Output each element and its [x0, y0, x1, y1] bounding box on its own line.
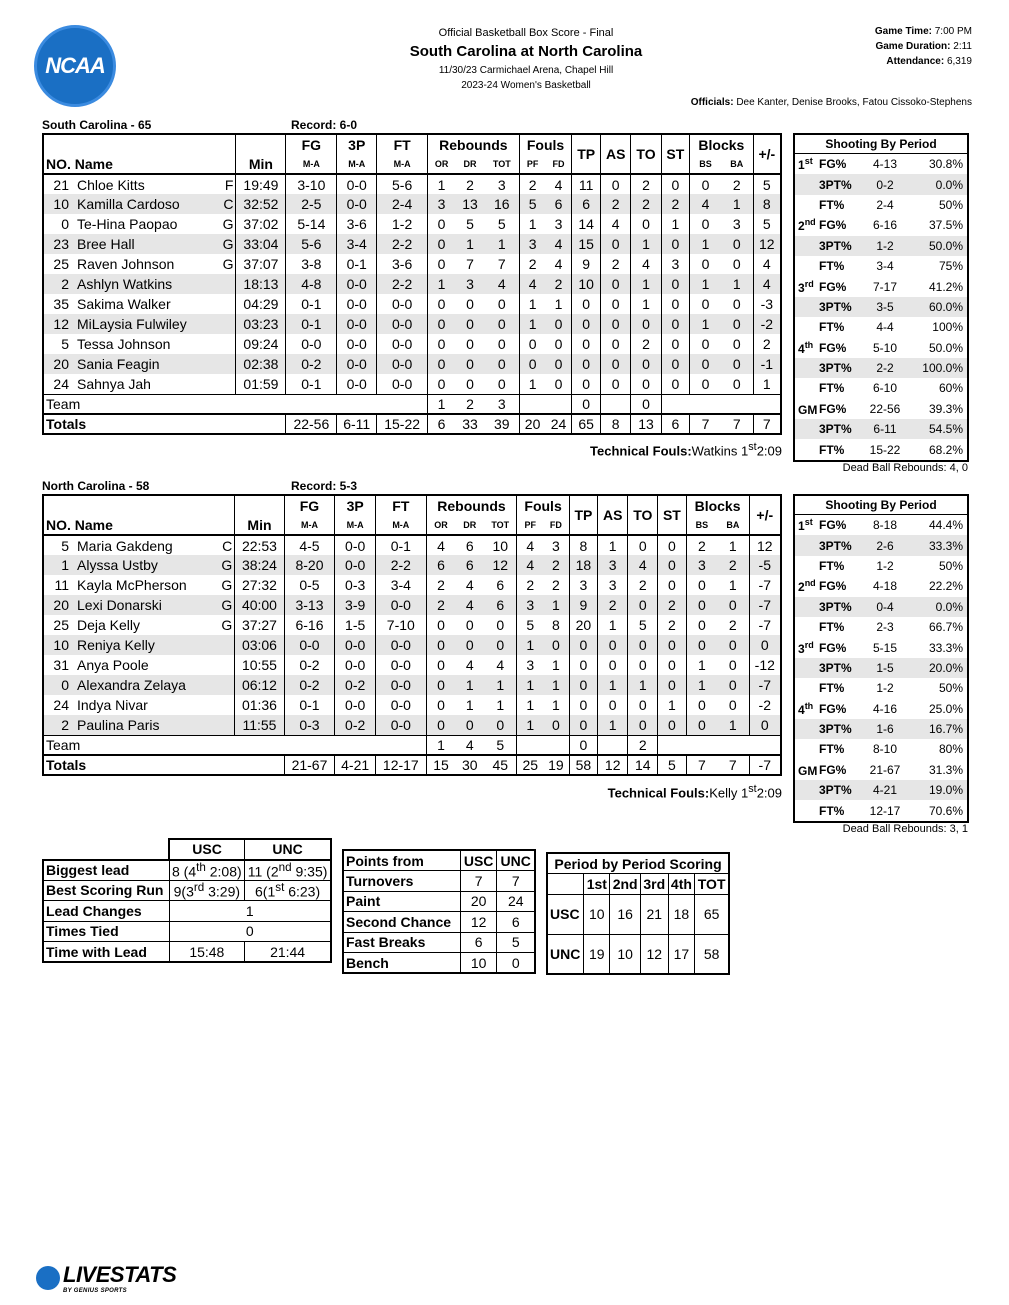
- dead-ball-rebounds: Dead Ball Rebounds: 3, 1: [842, 823, 968, 835]
- points-from-row: Second Chance 12 6: [343, 912, 535, 933]
- player-row: 24 Sahnya Jah 01:59 0-1 0-0 0-0 0 0 0 1 0 0 0 0 0 0 0 1: [43, 374, 781, 394]
- player-row: 20 Lexi Donarski G 40:00 3-13 3-9 0-0 2 4 6 3 1 9 2 0 2 0 0 -7: [43, 595, 781, 615]
- shooting-row: 3PT% 4-21 19.0%: [795, 780, 967, 800]
- shooting-row: FT% 4-4 100%: [819, 320, 963, 335]
- player-row: 20 Sania Feagin 02:38 0-2 0-0 0-0 0 0 0 0 0 0 0 0 0 0 0 -1: [43, 354, 781, 374]
- livestats-logo: LIVESTATS BY GENIUS SPORTS: [36, 1262, 176, 1294]
- player-row: 12 MiLaysia Fulwiley 03:23 0-1 0-0 0-0 0 0 0 1 0 0 0 0 0 1 0 -2: [43, 314, 781, 334]
- ncaa-small-icon: [36, 1266, 60, 1290]
- period-scoring-table: Period by Period Scoring 1st 2nd 3rd 4th TOT USC 10 16 21 18 65 UNC 19 10 12 17 58: [546, 852, 730, 975]
- team-record: Record: 6-0: [291, 118, 358, 132]
- shooting-row: GM FG% 21-67 31.3%: [798, 762, 963, 778]
- technical-fouls: Technical Fouls:Kelly 1st2:09: [607, 783, 782, 801]
- game-flow-table: USC UNC Biggest lead 8 (4th 2:08) 11 (2nd 9:35) Best Scoring Run 9(3rd 3:29) 6(1st 6:23) Lead Changes 1 Times Tied 0 Time with Lead 15:48 21:44: [42, 838, 332, 963]
- ncaa-logo: NCAA: [34, 25, 116, 107]
- player-row: 25 Raven Johnson G 37:07 3-8 0-1 3-6 0 7 7 2 4 9 2 4 3 0 0 4: [53, 256, 771, 272]
- player-row: 24 Indya Nivar 01:36 0-1 0-0 0-0 0 1 1 1 1 0 0 0 1 0 0 -2: [53, 697, 771, 713]
- shooting-row: 4th FG% 5-10 50.0%: [798, 339, 963, 356]
- dead-ball-rebounds: Dead Ball Rebounds: 4, 0: [842, 462, 968, 474]
- player-row: 0 Te-Hina Paopao G 37:02 5-14 3-6 1-2 0 5 5 1 3 14 4 0 1 0 3 5: [61, 216, 771, 232]
- player-row: 1 Alyssa Ustby G 38:24 8-20 0-0 2-2 6 6 12 4 2 18 3 4 0 3 2 -5: [43, 555, 781, 575]
- team-title: South Carolina - 65: [42, 118, 152, 132]
- shooting-row: FT% 2-3 66.7%: [819, 620, 963, 635]
- box-score-table: FG 3P FT Rebounds Fouls TP AS TO ST Blocks +/- NO. Name Min M-A M-A M-A OR DR TOT PF FD BS BA 21 Chloe Kitts F 19:49 3-10 0-0 5-6 1 2 3 2 4 11 0 2 0 0 2 5 10 Kamilla Cardoso C 32:52 2-5 0-0 2-4 3 13 16 5 6 6 2 2 2 4 1 8 0 Te-Hina Paopao G 37:02 5-14 3-6 1-2 0 5 5 1 3 14 4 0 1 0 3 5 23 Bree Hall G 33:04 5-6 3-4 2-2 0 1 1 3 4 15 0 1 0 1 0 12 25 Raven Johnson G 37:07 3-8 0-1 3-6 0 7 7 2 4 9 2 4 3 0 0 4 2 Ashlyn Watkins 18:13 4-8 0-0 2-2 1 3 4 4 2 10 0 1 0 1 1 4 35 Sakima Walker 04:29 0-1 0-0 0-0 0 0 0 1 1 0 0 1 0 0 0 -3 12 MiLaysia Fulwiley 03:23 0-1 0-0 0-0 0 0 0 1 0 0 0 0 0 1 0 -2 5 Tessa Johnson 09:24 0-0 0-0 0-0 0 0 0 0 0 0 0 2 0 0 0 2 20 Sania Feagin 02:38 0-2 0-0 0-0 0 0 0 0 0 0 0 0 0 0 0 -1 24 Sahnya Jah 01:59 0-1 0-0 0-0 0 0 0 1 0 0 0 0 0 0 0 1 Team 1 2 3 0 0 Totals 22-56 6-11 15-22 6 33 39 20 24 65 8 13 6 7 7 7: [42, 133, 782, 435]
- player-row: 11 Kayla McPherson G 27:32 0-5 0-3 3-4 2 4 6 2 2 3 3 2 0 0 1 -7: [54, 577, 771, 593]
- season-label: 2023-24 Women's Basketball: [461, 80, 591, 91]
- shooting-row: FT% 1-2 50%: [819, 558, 963, 573]
- shooting-by-period: Shooting By Period 1st FG% 4-13 30.8% 3PT% 0-2 0.0% FT% 2-4 50% 2nd FG% 6-16 37.5% 3PT% 1-2 50.0% FT% 3-4 75% 3rd FG% 7-17 41.2% 3PT% 3-5 60.0% FT% 4-4 100% 4th FG% 5-10 50.0% 3PT% 2-2 100.0% FT% 6-10 60% GM FG% 22-56 39.3% 3PT% 6-11 54.5% FT% 15-22 68.2%: [793, 133, 969, 462]
- player-row: 5 Maria Gakdeng C 22:53 4-5 0-0 0-1 4 6 10 4 3 8 1 0 0 2 1 12: [43, 535, 781, 555]
- player-row: 2 Paulina Paris 11:55 0-3 0-2 0-0 0 0 0 1 0 0 1 0 0 0 1 0: [43, 715, 781, 735]
- points-from-table: Points from USC UNC Turnovers 7 7 Paint 20 24 Second Chance 12 6 Fast Breaks 6 5 Bench 10 0: [342, 849, 536, 974]
- player-row: 35 Sakima Walker 04:29 0-1 0-0 0-0 0 0 0 1 1 0 0 1 0 0 0 -3: [53, 296, 774, 312]
- officials: Officials: Dee Kanter, Denise Brooks, Fatou Cissoko-Stephens: [690, 97, 972, 108]
- team-row: Team 1 2 3 0 0: [43, 394, 781, 414]
- shooting-row: FT% 3-4 75%: [819, 259, 963, 274]
- game-date-venue: 11/30/23 Carmichael Arena, Chapel Hill: [438, 65, 614, 76]
- shooting-row: 3rd FG% 5-15 33.3%: [798, 639, 963, 656]
- shooting-row: FT% 8-10 80%: [819, 742, 963, 757]
- shooting-row: 3rd FG% 7-17 41.2%: [798, 278, 963, 295]
- shooting-row: 3PT% 2-6 33.3%: [795, 535, 967, 555]
- shooting-row: 1st FG% 8-18 44.4%: [798, 517, 963, 534]
- shooting-row: 3PT% 3-5 60.0%: [795, 297, 967, 317]
- points-from-row: Turnovers 7 7: [343, 871, 535, 892]
- shooting-row: FT% 15-22 68.2%: [819, 442, 963, 457]
- shooting-row: 3PT% 1-5 20.0%: [795, 658, 967, 678]
- player-row: 21 Chloe Kitts F 19:49 3-10 0-0 5-6 1 2 3 2 4 11 0 2 0 0 2 5: [43, 174, 781, 194]
- period-score-row: UNC 19 10 12 17 58: [547, 934, 729, 974]
- team-title: North Carolina - 58: [42, 479, 150, 493]
- shooting-row: FT% 12-17 70.6%: [819, 803, 963, 818]
- game-info: Game Time: 7:00 PM Game Duration: 2:11 Attendance: 6,319: [874, 26, 972, 67]
- shooting-row: 1st FG% 4-13 30.8%: [798, 156, 963, 173]
- shooting-row: 3PT% 1-2 50.0%: [795, 236, 967, 256]
- shooting-row: 3PT% 6-11 54.5%: [795, 419, 967, 439]
- shooting-row: 2nd FG% 6-16 37.5%: [798, 217, 963, 234]
- player-row: 5 Tessa Johnson 09:24 0-0 0-0 0-0 0 0 0 0 0 0 0 2 0 0 0 2: [61, 336, 771, 352]
- shooting-row: 3PT% 0-4 0.0%: [795, 597, 967, 617]
- period-score-row: USC 10 16 21 18 65: [547, 894, 729, 934]
- points-from-row: Bench 10 0: [343, 953, 535, 974]
- shooting-row: 4th FG% 4-16 25.0%: [798, 700, 963, 717]
- shooting-row: GM FG% 22-56 39.3%: [798, 401, 963, 417]
- shooting-row: FT% 1-2 50%: [819, 681, 963, 696]
- player-row: 31 Anya Poole 10:55 0-2 0-0 0-0 0 4 4 3 1 0 0 0 0 1 0 -12: [53, 657, 775, 673]
- team-row: Team 1 4 5 0 2: [43, 735, 781, 755]
- game-title: South Carolina at North Carolina: [409, 43, 643, 60]
- shooting-by-period: Shooting By Period 1st FG% 8-18 44.4% 3PT% 2-6 33.3% FT% 1-2 50% 2nd FG% 4-18 22.2% 3PT% 0-4 0.0% FT% 2-3 66.7% 3rd FG% 5-15 33.3% 3PT% 1-5 20.0% FT% 1-2 50% 4th FG% 4-16 25.0% 3PT% 1-6 16.7% FT% 8-10 80% GM FG% 21-67 31.3% 3PT% 4-21 19.0% FT% 12-17 70.6%: [793, 494, 969, 823]
- shooting-row: 3PT% 0-2 0.0%: [795, 174, 967, 194]
- totals-row: Totals 22-56 6-11 15-22 6 33 39 20 24 65 8 13 6 7 7 7: [43, 414, 781, 434]
- player-row: 10 Reniya Kelly 03:06 0-0 0-0 0-0 0 0 0 1 0 0 0 0 0 0 0 0: [43, 635, 781, 655]
- player-row: 25 Deja Kelly G 37:27 6-16 1-5 7-10 0 0 0 5 8 20 1 5 2 0 2 -7: [53, 617, 771, 633]
- shooting-row: FT% 6-10 60%: [819, 381, 963, 396]
- technical-fouls: Technical Fouls:Watkins 1st2:09: [590, 441, 782, 459]
- shooting-row: 3PT% 1-6 16.7%: [795, 719, 967, 739]
- shooting-row: FT% 2-4 50%: [819, 197, 963, 212]
- points-from-row: Fast Breaks 6 5: [343, 932, 535, 953]
- team-record: Record: 5-3: [291, 479, 358, 493]
- player-row: 10 Kamilla Cardoso C 32:52 2-5 0-0 2-4 3 13 16 5 6 6 2 2 2 4 1 8: [43, 194, 781, 214]
- shooting-row: 3PT% 2-2 100.0%: [795, 358, 967, 378]
- box-score-subtitle: Official Basketball Box Score - Final: [438, 27, 614, 39]
- player-row: 0 Alexandra Zelaya 06:12 0-2 0-2 0-0 0 1 1 1 1 0 1 1 0 1 0 -7: [43, 675, 781, 695]
- shooting-row: 2nd FG% 4-18 22.2%: [798, 578, 963, 595]
- player-row: 23 Bree Hall G 33:04 5-6 3-4 2-2 0 1 1 3 4 15 0 1 0 1 0 12: [43, 234, 781, 254]
- totals-row: Totals 21-67 4-21 12-17 15 30 45 25 19 58 12 14 5 7 7 -7: [43, 755, 781, 775]
- box-score-table: FG 3P FT Rebounds Fouls TP AS TO ST Blocks +/- NO. Name Min M-A M-A M-A OR DR TOT PF FD BS BA 5 Maria Gakdeng C 22:53 4-5 0-0 0-1 4 6 10 4 3 8 1 0 0 2 1 12 1 Alyssa Ustby G 38:24 8-20 0-0 2-2 6 6 12 4 2 18 3 4 0 3 2 -5 11 Kayla McPherson G 27:32 0-5 0-3 3-4 2 4 6 2 2 3 3 2 0 0 1 -7 20 Lexi Donarski G 40:00 3-13 3-9 0-0 2 4 6 3 1 9 2 0 2 0 0 -7 25 Deja Kelly G 37:27 6-16 1-5 7-10 0 0 0 5 8 20 1 5 2 0 2 -7 10 Reniya Kelly 03:06 0-0 0-0 0-0 0 0 0 1 0 0 0 0 0 0 0 0 31 Anya Poole 10:55 0-2 0-0 0-0 0 4 4 3 1 0 0 0 0 1 0 -12 0 Alexandra Zelaya 06:12 0-2 0-2 0-0 0 1 1 1 1 0 1 1 0 1 0 -7 24 Indya Nivar 01:36 0-1 0-0 0-0 0 1 1 1 1 0 0 0 1 0 0 -2 2 Paulina Paris 11:55 0-3 0-2 0-0 0 0 0 1 0 0 1 0 0 0 1 0 Team 1 4 5 0 2 Totals 21-67 4-21 12-17 15 30 45 25 19 58 12 14 5 7 7 -7: [42, 494, 782, 776]
- points-from-row: Paint 20 24: [343, 891, 535, 912]
- player-row: 2 Ashlyn Watkins 18:13 4-8 0-0 2-2 1 3 4 4 2 10 0 1 0 1 1 4: [43, 274, 781, 294]
